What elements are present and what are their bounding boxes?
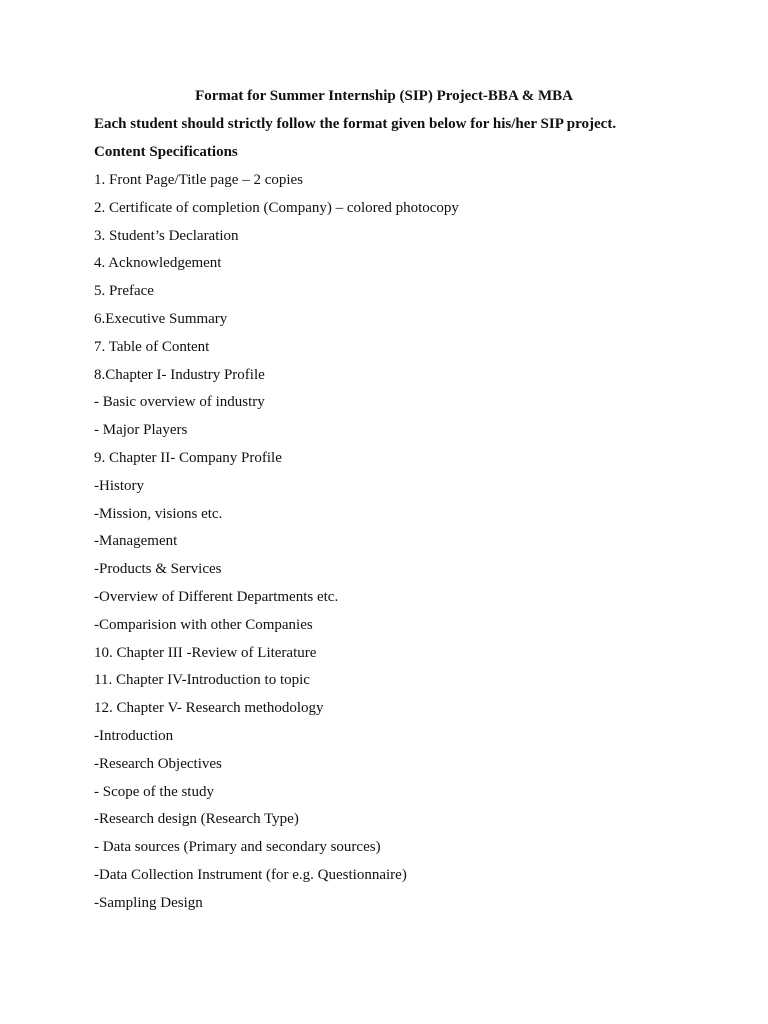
list-item: 3. Student’s Declaration [94, 227, 239, 244]
list-item: 9. Chapter II- Company Profile [94, 449, 282, 466]
list-item: - Data sources (Primary and secondary sources) [94, 839, 381, 856]
list-item: 6.Executive Summary [94, 310, 228, 327]
list-item: 5. Preface [94, 283, 154, 300]
list-item: -Research design (Research Type) [94, 811, 299, 828]
content-list [94, 170, 459, 921]
list-item: -Products & Services [94, 561, 222, 578]
intro-instruction: Each student should strictly follow the format given below for his/her SIP project. [94, 116, 617, 132]
list-item: 12. Chapter V- Research methodology [94, 700, 324, 717]
list-item: 2. Certificate of completion (Company) – colored photocopy [94, 199, 459, 216]
list-item: 11. Chapter IV-Introduction to topic [94, 672, 310, 689]
list-item: 8.Chapter I- Industry Profile [94, 366, 265, 383]
list-item: -Sampling Design [94, 894, 203, 911]
content-specifications-heading: Content Specifications [94, 144, 238, 160]
list-item: -History [94, 477, 144, 494]
list-item: -Data Collection Instrument (for e.g. Questionnaire) [94, 866, 407, 883]
list-item: 4. Acknowledgement [94, 255, 222, 272]
list-item: - Major Players [94, 422, 188, 439]
list-item: 7. Table of Content [94, 338, 210, 355]
list-item: -Introduction [94, 727, 174, 744]
list-item: -Research Objectives [94, 755, 222, 772]
list-item: -Comparision with other Companies [94, 616, 313, 633]
list-item: - Scope of the study [94, 783, 214, 800]
list-item: - Basic overview of industry [94, 394, 265, 411]
document-title: Format for Summer Internship (SIP) Project-BBA & MBA [195, 88, 573, 104]
list-item: -Overview of Different Departments etc. [94, 588, 339, 605]
list-item: 10. Chapter III -Review of Literature [94, 644, 317, 661]
list-item: -Mission, visions etc. [94, 505, 223, 522]
list-item: 1. Front Page/Title page – 2 copies [94, 172, 304, 188]
list-item: -Management [94, 533, 178, 550]
